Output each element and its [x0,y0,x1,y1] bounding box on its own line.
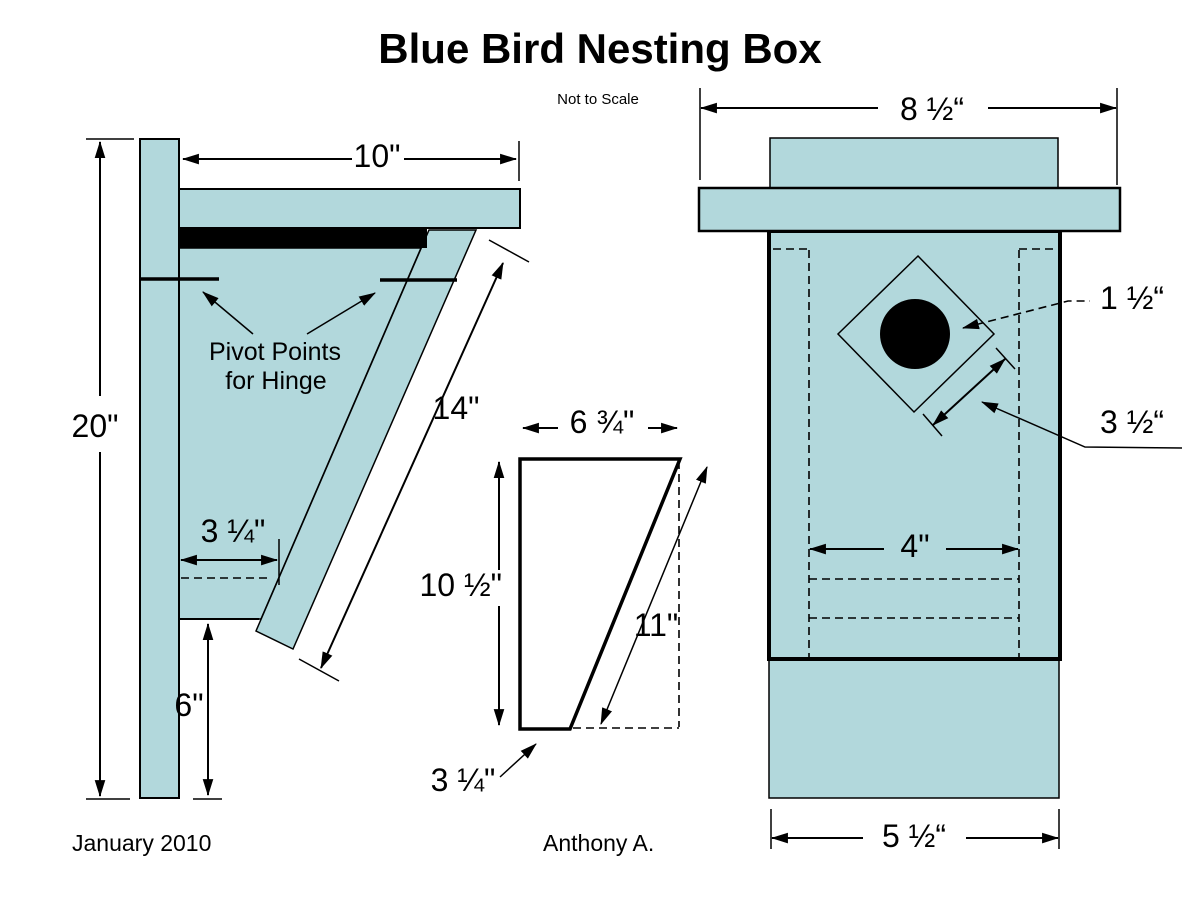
dim-label-bottom-clearance: 6" [174,687,204,723]
dim-label-body-width: 5 ½“ [881,818,947,854]
dim-label-panel-back-height: 10 ½" [419,567,502,603]
dim-label-entry-hole: 1 ½“ [1100,280,1165,316]
dim-label-roof-length: 10" [353,138,401,174]
front-main-panel [769,231,1060,659]
dim-panel-back-height [419,462,502,725]
front-lower-back-board [769,658,1059,798]
extension-tick [489,240,529,262]
side-panel-outline [520,459,680,729]
side-roof-board [179,189,520,228]
front-view-wood-parts [699,138,1120,798]
side-panel-piece [419,404,707,798]
front-roof-top-block [770,138,1058,188]
pivot-note-line2: for Hinge [225,367,327,395]
dim-label-panel-bottom-width: 3 ¼" [430,762,496,798]
front-view [699,88,1182,854]
side-view [72,138,529,799]
extension-tick [299,659,339,681]
dim-label-inner-width: 4" [900,528,930,564]
dim-body-width [771,809,1059,854]
side-hinge-gap-strip [179,229,427,248]
pivot-note-line1: Pivot Points [208,338,342,366]
leader-line [500,744,536,777]
dim-label-front-length: 14" [432,390,480,426]
not-to-scale-note: Not to Scale [557,91,639,108]
dim-total-height [72,139,134,799]
side-back-board [140,139,179,798]
dim-roof-length [183,138,519,181]
dim-label-panel-front-length: 11" [633,607,679,643]
date-label: January 2010 [72,830,212,856]
author-label: Anthony A. [543,830,655,856]
dim-bottom-clearance [174,624,222,799]
page-title: Blue Bird Nesting Box [378,25,822,72]
dim-label-floor-depth: 3 ¼" [200,513,266,549]
entry-hole [880,299,950,369]
dim-label-hole-block: 3 ½“ [1100,404,1165,440]
front-roof-edge-board [699,188,1120,231]
dim-label-panel-top-width: 6 ¾" [569,404,635,440]
dim-panel-bottom-width [431,744,536,798]
dim-label-roof-width: 8 ½“ [899,91,965,127]
dim-label-total-height: 20" [71,408,119,444]
dim-panel-top-width [523,404,677,440]
